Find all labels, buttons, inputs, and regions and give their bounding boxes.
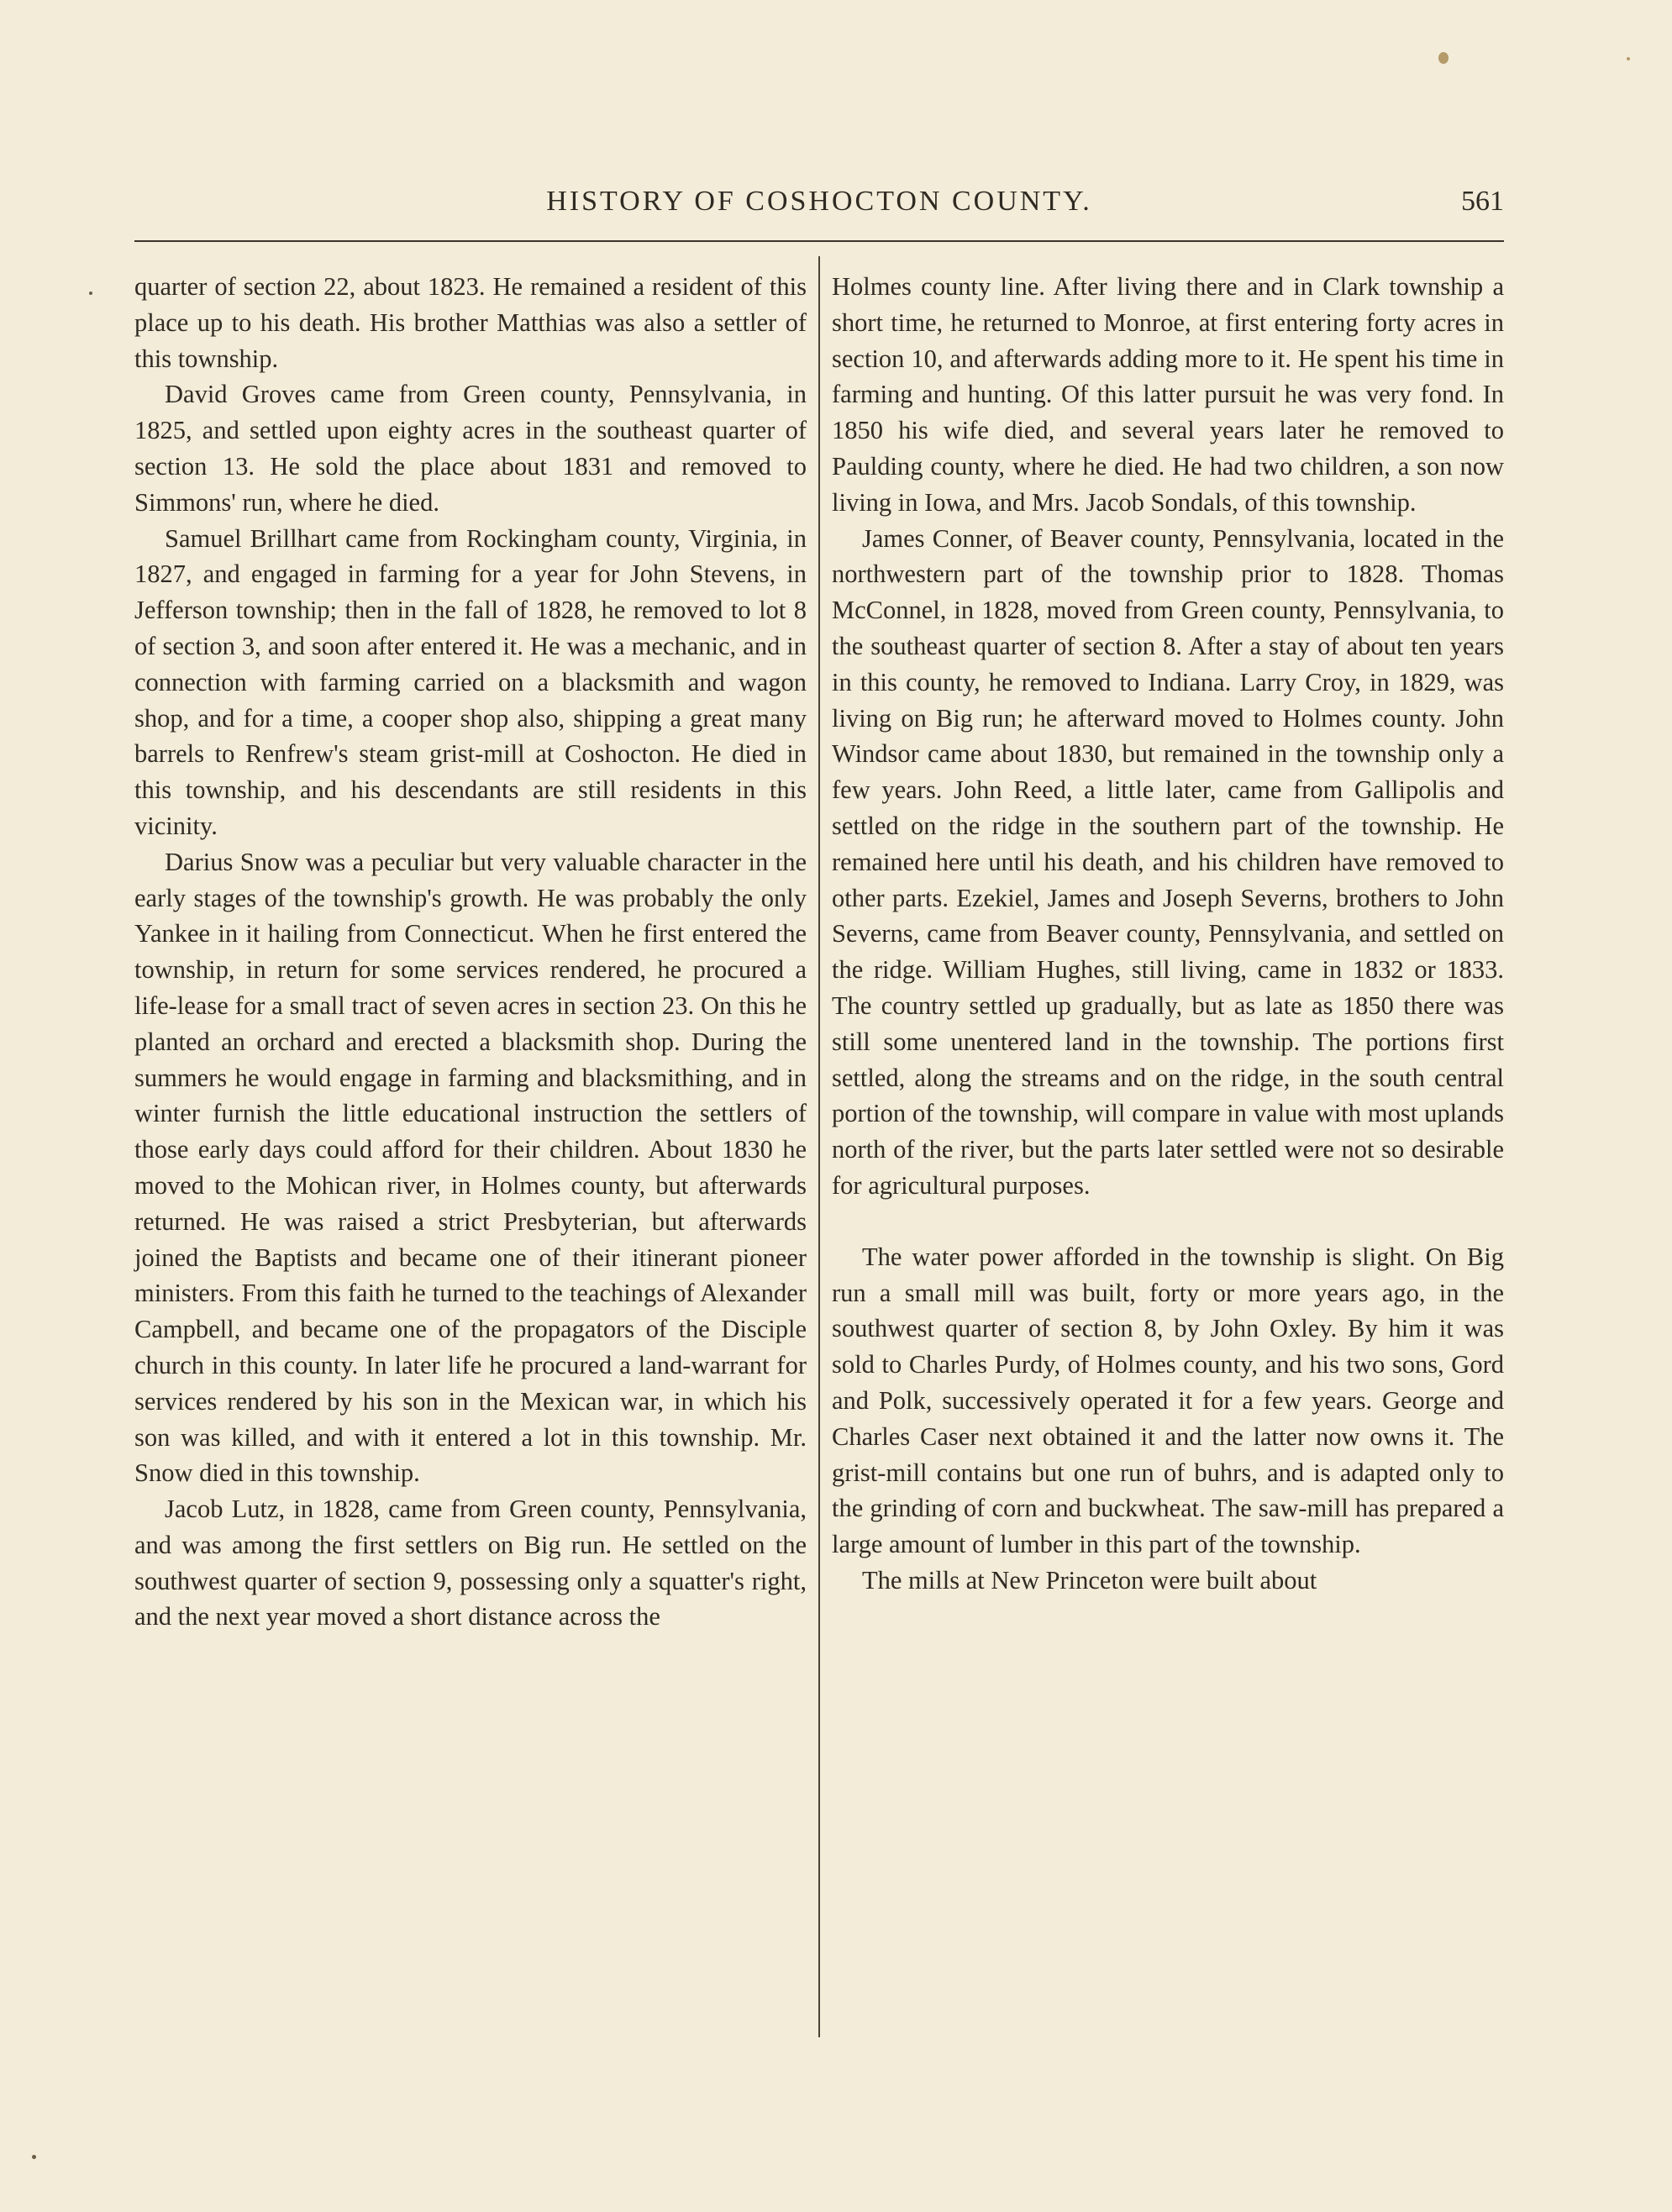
paragraph: The water power afforded in the township is slight. On Big run a small mill was built, forty or more years ago, in the southwest quarter of section 8, by John Oxley. By him it was sold to Charles Purdy, of Holmes county, and his two sons, Gord and Polk, successively operated it for a few years. George and Charles Caser next obtained it and the latter now owns it. The grist-mill contains but one run of buhrs, and is adapted only to the grinding of corn and buckwheat. The saw-mill has prepared a large amount of lumber in this part of the township. <box>832 1242 1504 1559</box>
paragraph: Samuel Brillhart came from Rockingham county, Virginia, in 1827, and engaged in farming for a year for John Stevens, in Jefferson township; then in the fall of 1828, he removed to lot 8 of section 3, and soon after entered it. He was a mechanic, and in connection with farming carried on a blacksmith and wagon shop, and for a time, a cooper shop also, shipping a great many barrels to Renfrew's steam grist-mill at Coshocton. He died in this township, and his descendants are still residents in this vicinity. <box>134 523 807 840</box>
running-title: HISTORY OF COSHOCTON COUNTY. <box>546 186 1092 217</box>
paragraph: David Groves came from Green county, Pennsylvania, in 1825, and settled upon eighty acres in the southeast quarter of section 13. He sold the place about 1831 and removed to Simmons' run, where he died. <box>134 380 807 517</box>
paragraph: James Conner, of Beaver county, Pennsylvania, located in the northwestern part of the township prior to 1828. Thomas McConnel, in 1828, moved from Green county, Pennsylvania, to the southeast quarter of section 8. After a stay of about ten years in this county, he removed to Indiana. Larry Croy, in 1829, was living on Big run; he afterward moved to Holmes county. John Windsor came about 1830, but remained in the township only a few years. John Reed, a little later, came from Gallipolis and settled on the ridge in the southern part of the township. He remained here until his death, and his children have removed to other parts. Ezekiel, James and Joseph Severns, brothers to John Severns, came from Beaver county, Pennsylvania, and settled on the ridge. William Hughes, still living, came in 1832 or 1833. The country settled up gradually, but as late as 1850 there was still some unentered land in the township. The portions first settled, along the streams and on the ridge, in the south central portion of the township, will compare in value with most uplands north of the river, but the parts later settled were not so desirable for agricultural purposes. <box>832 523 1504 1200</box>
left-column <box>134 269 807 1635</box>
paper-speck <box>89 292 92 295</box>
running-head <box>134 181 1504 229</box>
paragraph: Darius Snow was a peculiar but very valuable character in the early stages of the township's growth. He was probably the only Yankee in it hailing from Connecticut. When he first entered the township, in return for some services rendered, he procured a life-lease for a small tract of seven acres in section 23. On this he planted an orchard and erected a blacksmith shop. During the summers he would engage in farming and blacksmithing, and in winter furnish the little educational instruction the settlers of those early days could afford for their children. About 1830 he moved to the Mohican river, in Holmes county, but afterwards returned. He was raised a strict Presbyterian, but afterwards joined the Baptists and became one of their itinerant pioneer ministers. From this faith he turned to the teachings of Alexander Campbell, and became one of the propagators of the Disciple church in this county. In later life he procured a land-warrant for services rendered by his son in the Mexican war, in which his son was killed, and with it entered a lot in this township. Mr. Snow died in this township. <box>134 847 807 1488</box>
paragraph: quarter of section 22, about 1823. He remained a resident of this place up to his death. His brother Matthias was also a settler of this township. <box>134 272 807 373</box>
paragraph: Holmes county line. After living there and in Clark township a short time, he returned to Monroe, at first entering forty acres in section 10, and afterwards adding more to it. He spent his time in farming and hunting. Of this latter pursuit he was very fond. In 1850 his wife died, and several years later he removed to Paulding county, where he died. He had two children, a son now living in Iowa, and Mrs. Jacob Sondals, of this township. <box>832 272 1504 517</box>
paragraph: The mills at New Princeton were built about <box>862 1565 1317 1595</box>
paper-speck <box>32 2155 36 2159</box>
paper-speck <box>1438 52 1449 64</box>
column-rule <box>818 256 820 2037</box>
paragraph: Jacob Lutz, in 1828, came from Green county, Pennsylvania, and was among the first settlers on Big run. He settled on the southwest quarter of section 9, possessing only a squatter's right, and the next year moved a short distance across the <box>134 1495 807 1631</box>
page-number: 561 <box>1461 186 1504 217</box>
paper-speck <box>1627 57 1630 60</box>
header-rule <box>134 240 1504 242</box>
right-column <box>832 269 1504 1599</box>
